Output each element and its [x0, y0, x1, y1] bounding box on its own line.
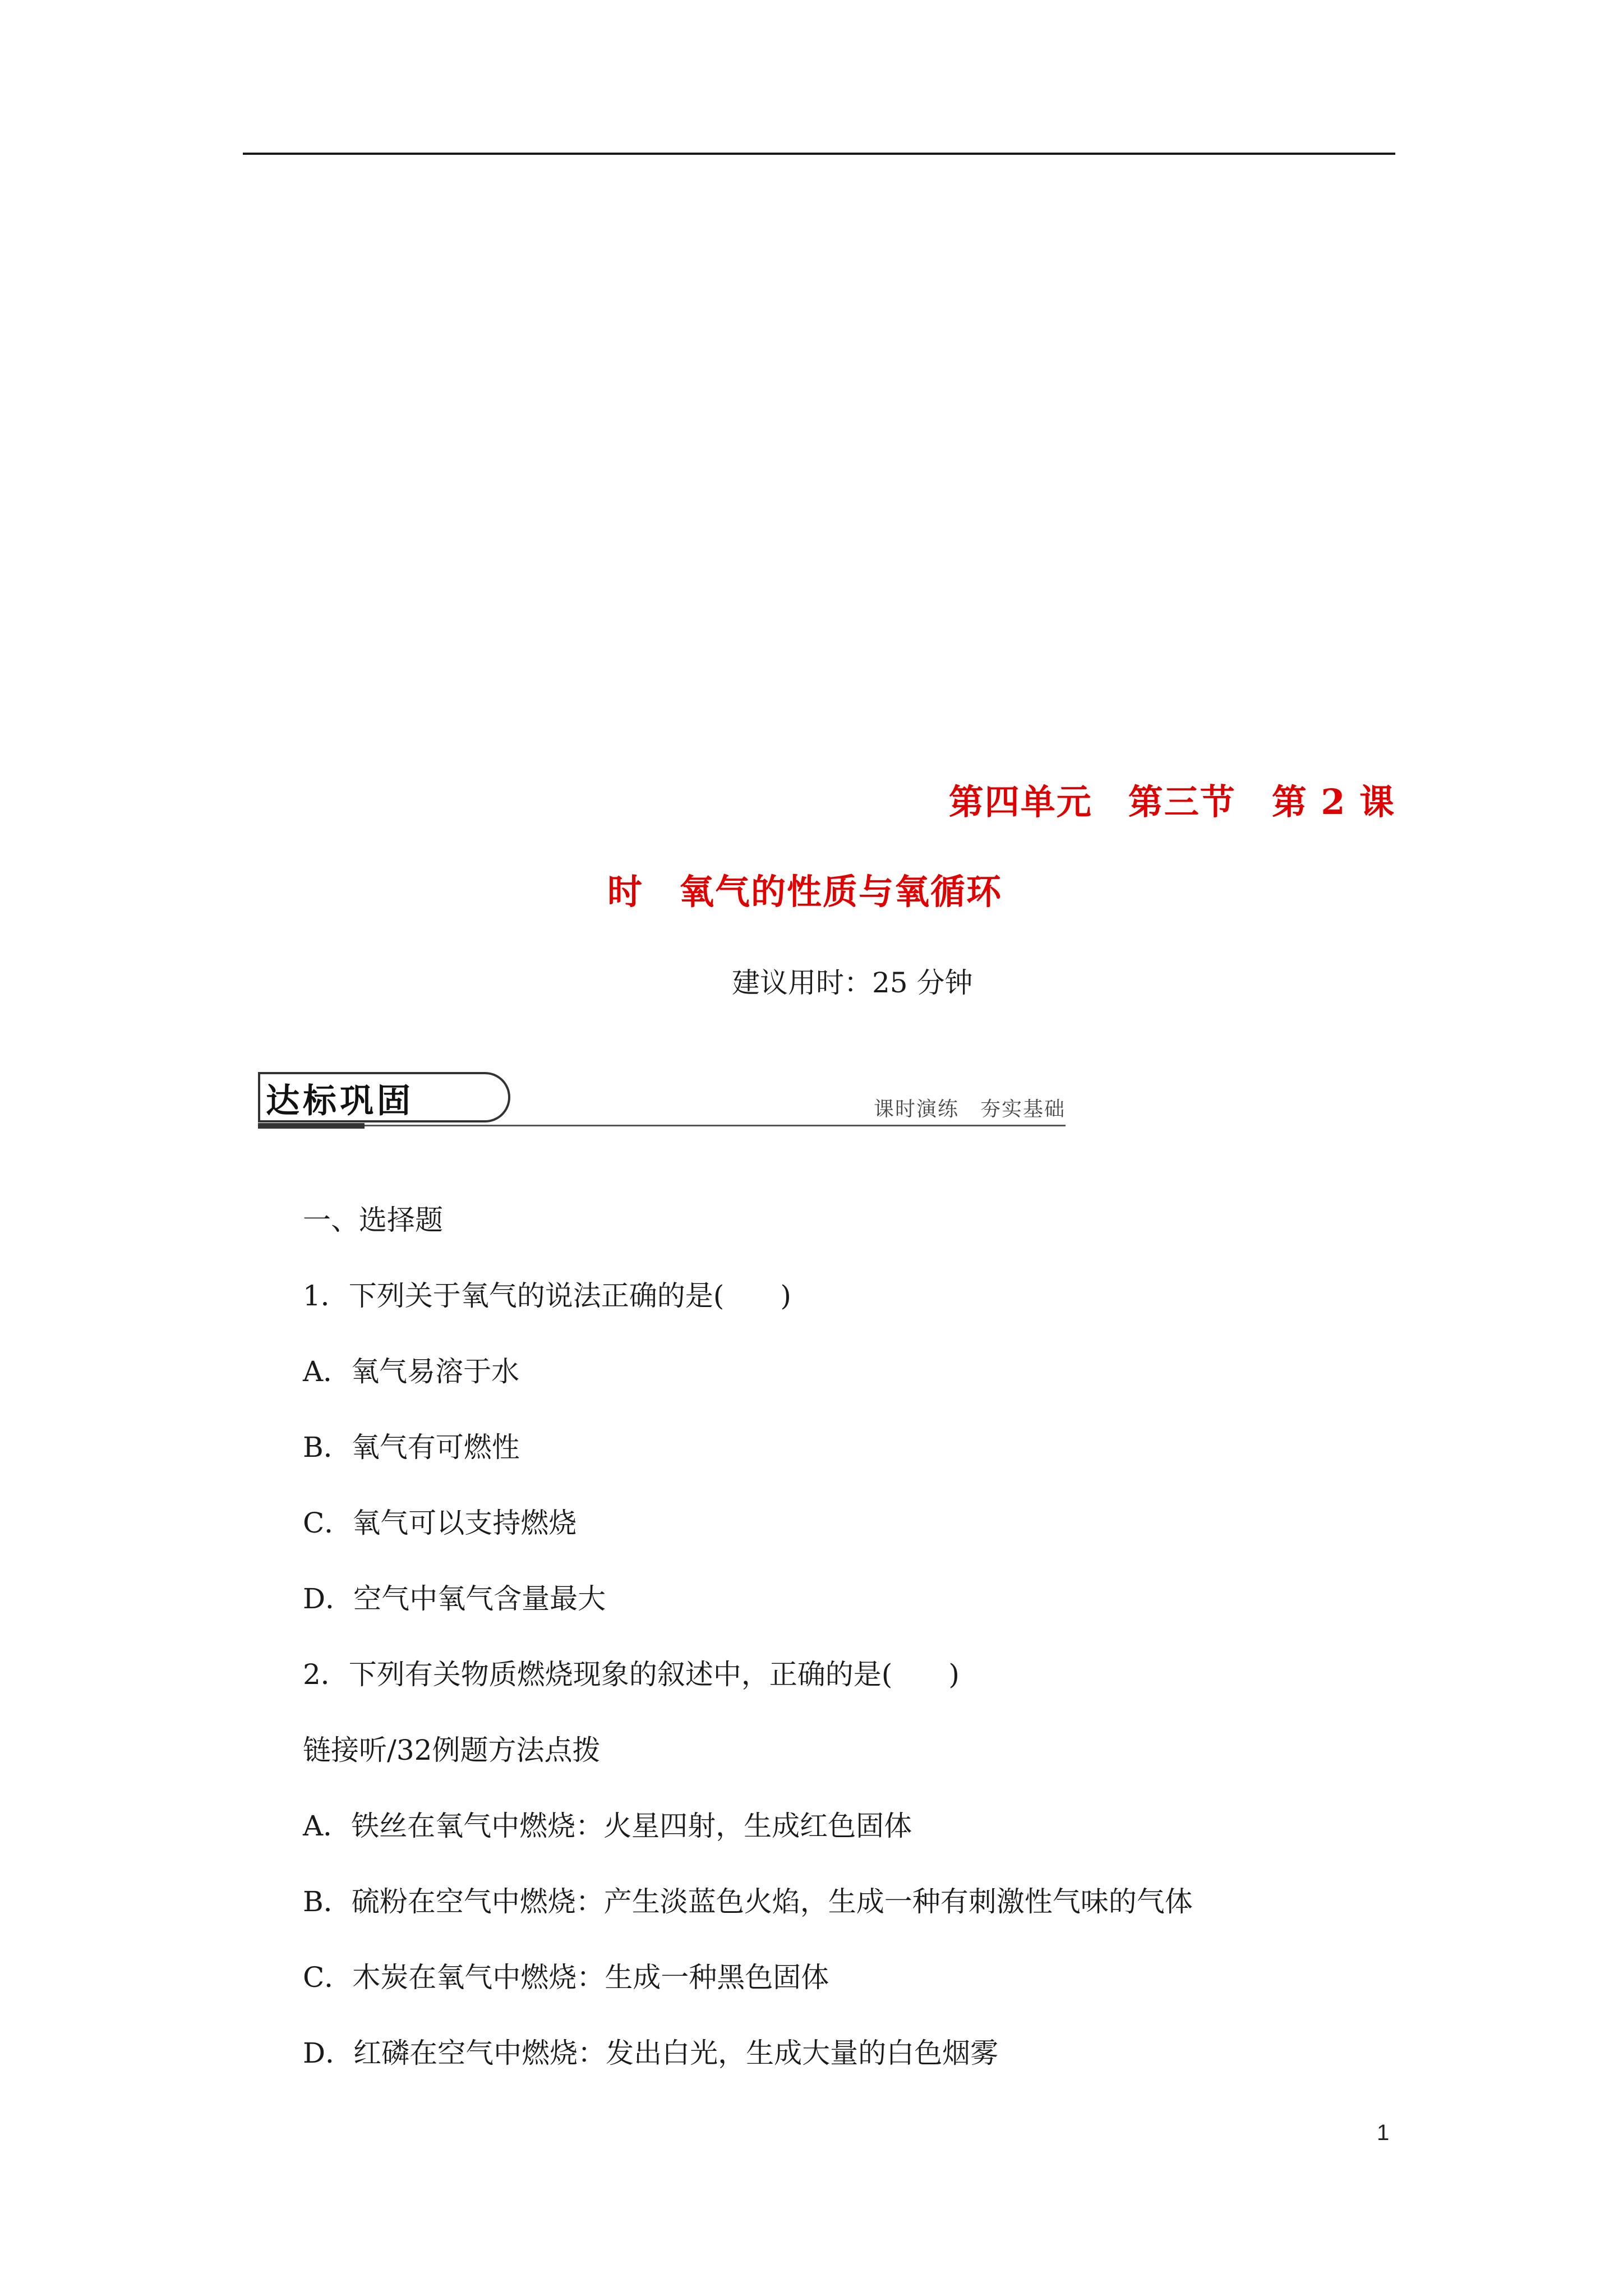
question-1-stem: 1．下列关于氧气的说法正确的是( ): [303, 1280, 791, 1312]
question-2-note: 链接听/32例题方法点拨: [303, 1734, 601, 1766]
question-1-option-c: C．氧气可以支持燃烧: [303, 1507, 577, 1539]
question-2-option-d: D．红磷在空气中燃烧：发出白光，生成大量的白色烟雾: [303, 2037, 999, 2069]
question-2-option-c: C．木炭在氧气中燃烧：生成一种黑色固体: [303, 1961, 829, 1994]
lesson-title-line1: 第四单元 第三节 第 2 课: [948, 781, 1395, 822]
page-number: 1: [1377, 2120, 1390, 2145]
section-heading: 一、选择题: [303, 1204, 443, 1236]
banner-tagline: 课时演练 夯实基础: [873, 1098, 1066, 1121]
suggested-time: 建议用时：25 分钟: [732, 967, 973, 999]
question-2-option-b: B．硫粉在空气中燃烧：产生淡蓝色火焰，生成一种有刺激性气味的气体: [303, 1885, 1193, 1918]
banner-underline: [258, 1125, 1066, 1126]
question-1-option-d: D．空气中氧气含量最大: [303, 1582, 606, 1615]
lesson-title-line2: 时 氧气的性质与氧循环: [607, 871, 1003, 912]
question-2-option-a: A．铁丝在氧气中燃烧：火星四射，生成红色固体: [303, 1810, 912, 1842]
header-rule: [243, 153, 1395, 155]
banner-accent: [258, 1123, 365, 1129]
question-1-option-a: A．氧气易溶于水: [303, 1355, 520, 1388]
banner-label: 达标巩固: [266, 1082, 414, 1121]
section-banner: [258, 1069, 1066, 1130]
question-2-stem: 2．下列有关物质燃烧现象的叙述中，正确的是( ): [303, 1658, 960, 1691]
question-1-option-b: B．氧气有可燃性: [303, 1431, 520, 1464]
banner-cap: [460, 1072, 510, 1122]
